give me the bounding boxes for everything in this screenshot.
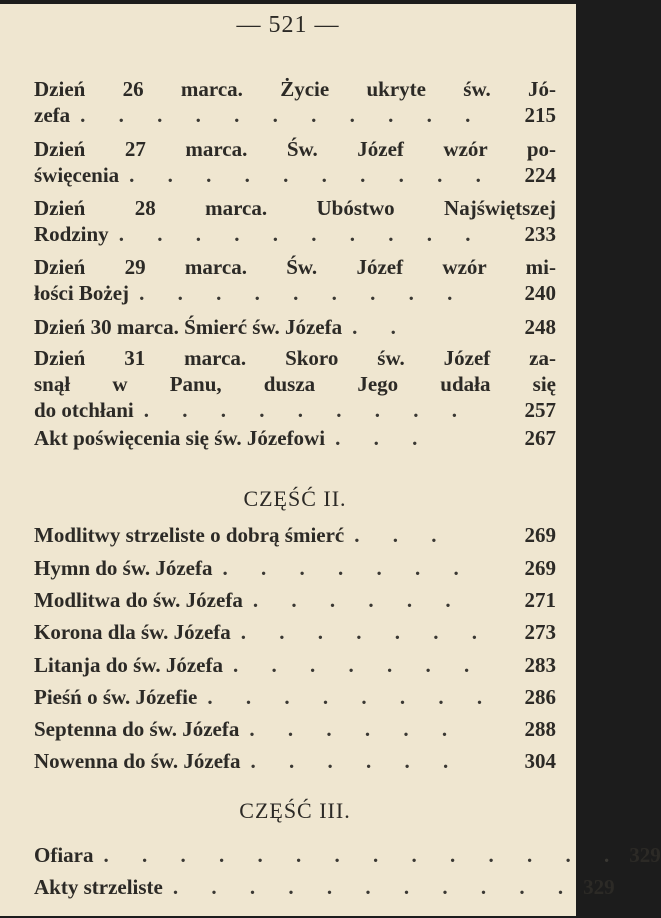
- entry-page-number: 224: [524, 163, 556, 187]
- leader-dots: . . . . . . . .: [207, 685, 497, 709]
- entry-title-line: Dzień 30 marca. Śmierć św. Józefa: [34, 315, 343, 339]
- entry-title-line: Dzień 29 marca. Św. Józef wzór mi-: [34, 255, 556, 279]
- leader-dots: . . . . . . . . . .: [118, 222, 485, 246]
- toc-entry: [34, 195, 556, 247]
- toc-entry: [34, 254, 556, 306]
- book-page: [0, 4, 661, 916]
- entry-page-number: 269: [524, 556, 556, 580]
- toc-entry: [34, 314, 556, 340]
- entry-page-number: 271: [524, 588, 556, 612]
- toc-entry: [34, 716, 556, 742]
- entry-title-line: Akt poświęcenia się św. Józefowi: [34, 426, 326, 450]
- toc-entry: [34, 555, 556, 581]
- entry-page-number: 329: [583, 875, 615, 899]
- entry-title-line: Korona dla św. Józefa: [34, 620, 231, 644]
- leader-dots: . . . . . . . . . . . . . .: [103, 843, 624, 867]
- entry-page-number: 240: [524, 281, 556, 305]
- entry-title-line: Litanja do św. Józefa: [34, 653, 223, 677]
- leader-dots: . . .: [354, 523, 451, 547]
- entry-page-number: 329: [629, 843, 661, 867]
- page-number: — 521 —: [236, 12, 340, 38]
- leader-dots: . . . . . . . . . . .: [172, 875, 578, 899]
- entry-page-number: 273: [524, 620, 556, 644]
- entry-page-number: 233: [524, 222, 556, 246]
- entry-title-line: Nowenna do św. Józefa: [34, 749, 241, 773]
- toc-entry: [34, 425, 556, 451]
- toc-entry: [34, 684, 556, 710]
- entry-title-line: do otchłani: [34, 398, 134, 422]
- entry-page-number: 215: [524, 103, 556, 127]
- toc-entry: [34, 345, 556, 423]
- toc-entry: [34, 619, 556, 645]
- entry-title-line: święcenia: [34, 163, 120, 187]
- entry-title-line: snął w Panu, dusza Jego udała się: [34, 372, 556, 396]
- toc-entry: [34, 748, 556, 774]
- leader-dots: . . . . . . .: [233, 653, 484, 677]
- entry-title-line: Dzień 26 marca. Życie ukryte św. Jó-: [34, 77, 556, 101]
- entry-title-line: Septenna do św. Józefa: [34, 717, 240, 741]
- leader-dots: . . . . . . . . .: [139, 281, 467, 305]
- leader-dots: . . . . . . . . . . .: [80, 103, 485, 127]
- entry-title-line: Modlitwa do św. Józefa: [34, 588, 243, 612]
- leader-dots: . . . . . . . . .: [143, 398, 472, 422]
- part-3-heading: CZĘŚĆ III.: [239, 798, 351, 823]
- leader-dots: . . .: [335, 426, 432, 450]
- entry-title-line: Modlitwy strzeliste o dobrą śmierć: [34, 523, 345, 547]
- entry-title-line: zefa: [34, 103, 71, 127]
- leader-dots: . . . . . . . . . .: [129, 163, 495, 187]
- entry-title-line: Dzień 27 marca. Św. Józef wzór po-: [34, 137, 556, 161]
- toc-entry: [34, 522, 556, 548]
- toc-entry: [34, 587, 556, 613]
- entry-page-number: 283: [524, 653, 556, 677]
- entry-title-line: Dzień 31 marca. Skoro św. Józef za-: [34, 346, 556, 370]
- entry-title-line: łości Bożej: [34, 281, 130, 305]
- entry-page-number: 288: [524, 717, 556, 741]
- entry-title-line: Rodziny: [34, 222, 109, 246]
- entry-page-number: 286: [524, 685, 556, 709]
- entry-title-line: Pieśń o św. Józefie: [34, 685, 198, 709]
- leader-dots: . . . . . .: [249, 717, 462, 741]
- leader-dots: . . . . . . .: [240, 620, 492, 644]
- toc-entry: [34, 842, 661, 868]
- entry-page-number: 257: [524, 398, 556, 422]
- leader-dots: . . . . . .: [250, 749, 463, 773]
- toc-entry: [34, 136, 556, 188]
- leader-dots: . . . . . .: [252, 588, 465, 612]
- leader-dots: . . . . . . .: [222, 556, 473, 580]
- entry-page-number: 248: [524, 315, 556, 339]
- toc-entry: [34, 652, 556, 678]
- entry-page-number: 267: [524, 426, 556, 450]
- entry-title-line: Hymn do św. Józefa: [34, 556, 213, 580]
- leader-dots: . .: [352, 315, 410, 339]
- entry-title-line: Akty strzeliste: [34, 875, 163, 899]
- toc-entry: [34, 874, 615, 900]
- entry-title-line: Ofiara: [34, 843, 94, 867]
- entry-page-number: 269: [524, 523, 556, 547]
- entry-page-number: 304: [524, 749, 556, 773]
- part-2-heading: CZĘŚĆ II.: [243, 486, 347, 511]
- entry-title-line: Dzień 28 marca. Ubóstwo Najświętszej: [34, 196, 556, 220]
- toc-entry: [34, 76, 556, 128]
